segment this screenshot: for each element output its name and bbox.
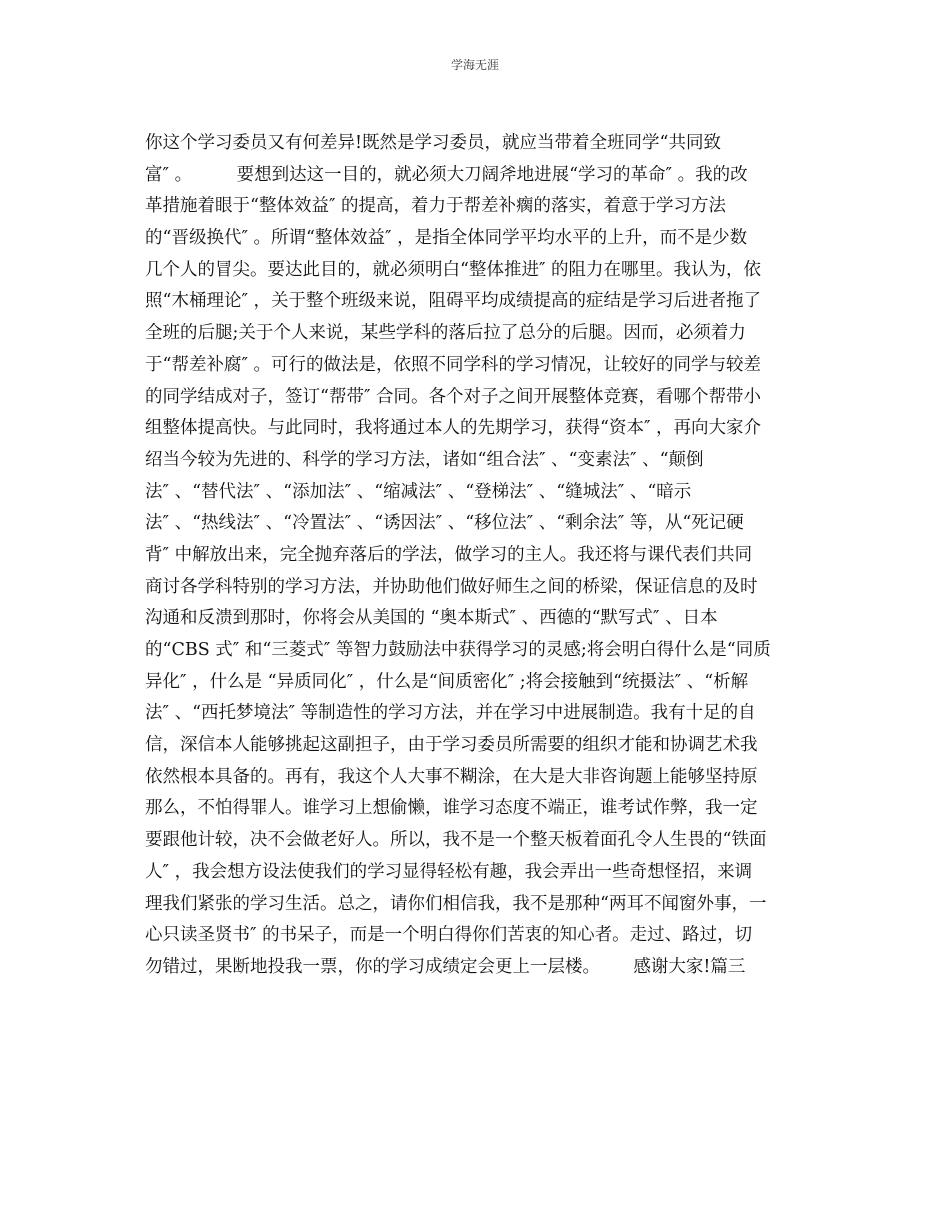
text-line: 你这个学习委员又有何差异!既然是学习委员，就应当带着全班同学“共同致 — [145, 133, 721, 153]
text-line: 几个人的冒尖。要达此目的，就必须明白“整体推进″ 的阻力在哪里。我认为，依 — [145, 259, 762, 280]
text-line: 组整体提高快。与此同时，我将通过本人的先期学习，获得“资本″ ，再向大家介 — [145, 418, 762, 439]
text-line: 商讨各学科特别的学习方法，并协助他们做好师生之间的桥梁，保证信息的及时 — [145, 576, 758, 597]
page-header: 学海无涯 — [450, 58, 499, 72]
text-line: 背″ 中解放出来，完全抛弃落后的学法，做学习的主人。我还将与课代表们共同 — [145, 544, 753, 565]
text-line: 绍当今较为先进的、科学的学习方法，诸如“组合法″ 、“变素法″ 、“颠倒 — [145, 449, 704, 470]
text-line: 心只读圣贤书″ 的书呆子，而是一个明白得你们苦衷的知心者。走过、路过，切 — [145, 925, 753, 946]
text-line: 法″ 、“热线法″ 、“冷置法″ 、“诱因法″ 、“移位法″ 、“剩余法″ 等，从“死记硬 — [145, 513, 744, 534]
body-text — [145, 128, 825, 984]
text-line: 富″ 。 要想到达这一目的，就必须大刀阔斧地进展“学习的革命″ 。我的改 — [145, 164, 748, 185]
text-line: 的“晋级换代″ 。所谓“整体效益″ ，是指全体同学平均水平的上升，而不是少数 — [145, 228, 748, 249]
text-line: 要跟他计较，决不会做老好人。所以，我不是一个整天板着面孔令人生畏的“铁面 — [145, 830, 767, 851]
text-line: 理我们紧张的学习生活。总之，请你们相信我，我不是那种“两耳不闻窗外事，一 — [145, 893, 767, 914]
text-line: 法″ 、“西托梦境法″ 等制造性的学习方法，并在学习中进展制造。我有十足的自 — [145, 703, 756, 724]
text-line: 革措施着眼于“整体效益″ 的提高，着力于帮差补瘸的落实，着意于学习方法 — [145, 196, 727, 217]
text-line: 的“CBS 式″ 和“三菱式″ 等智力鼓励法中获得学习的灵感;将会明白得什么是“同质 — [145, 640, 771, 660]
text-line: 依然根本具备的。再有，我这个人大事不糊涂，在大是大非咨询题上能够坚持原 — [145, 766, 758, 787]
text-line: 全班的后腿;关于个人来说，某些学科的落后拉了总分的后腿。因而，必须着力 — [145, 323, 746, 344]
text-line: 勿错过，果断地投我一票，你的学习成绩定会更上一层楼。 感谢大家!篇三 — [145, 956, 746, 977]
text-line: 于“帮差补腐″ 。可行的做法是，依照不同学科的学习情况，让较好的同学与较差 — [145, 354, 762, 375]
text-line: 的同学结成对子，签订“帮带″ 合同。各个对子之间开展整体竞赛，看哪个帮带小 — [145, 386, 762, 407]
text-line: 法″ 、“替代法″ 、“添加法″ 、“缩减法″ 、“登梯法″ 、“缝城法″ 、“暗示 — [145, 481, 692, 502]
text-line: 人″ ，我会想方设法使我们的学习显得轻松有趣，我会弄出一些奇想怪招，来调 — [145, 861, 753, 882]
text-line: 那么，不怕得罪人。谁学习上想偷懒，谁学习态度不端正，谁考试作弊，我一定 — [145, 798, 758, 819]
text-line: 信，深信本人能够挑起这副担子，由于学习委员所需要的组织才能和协调艺术我 — [145, 735, 758, 756]
text-line: 沟通和反溃到那时，你将会从美国的 “奥本斯式″ 、西德的“默写式″ 、日本 — [145, 608, 718, 629]
text-line: 异化″ ，什么是 “异质同化″ ，什么是“间质密化″ ;将会接触到“统摄法″ 、“析解 — [145, 671, 749, 692]
text-line: 照“木桶理论″ ，关于整个班级来说，阻碍平均成绩提高的症结是学习后进者拖了 — [145, 291, 762, 312]
